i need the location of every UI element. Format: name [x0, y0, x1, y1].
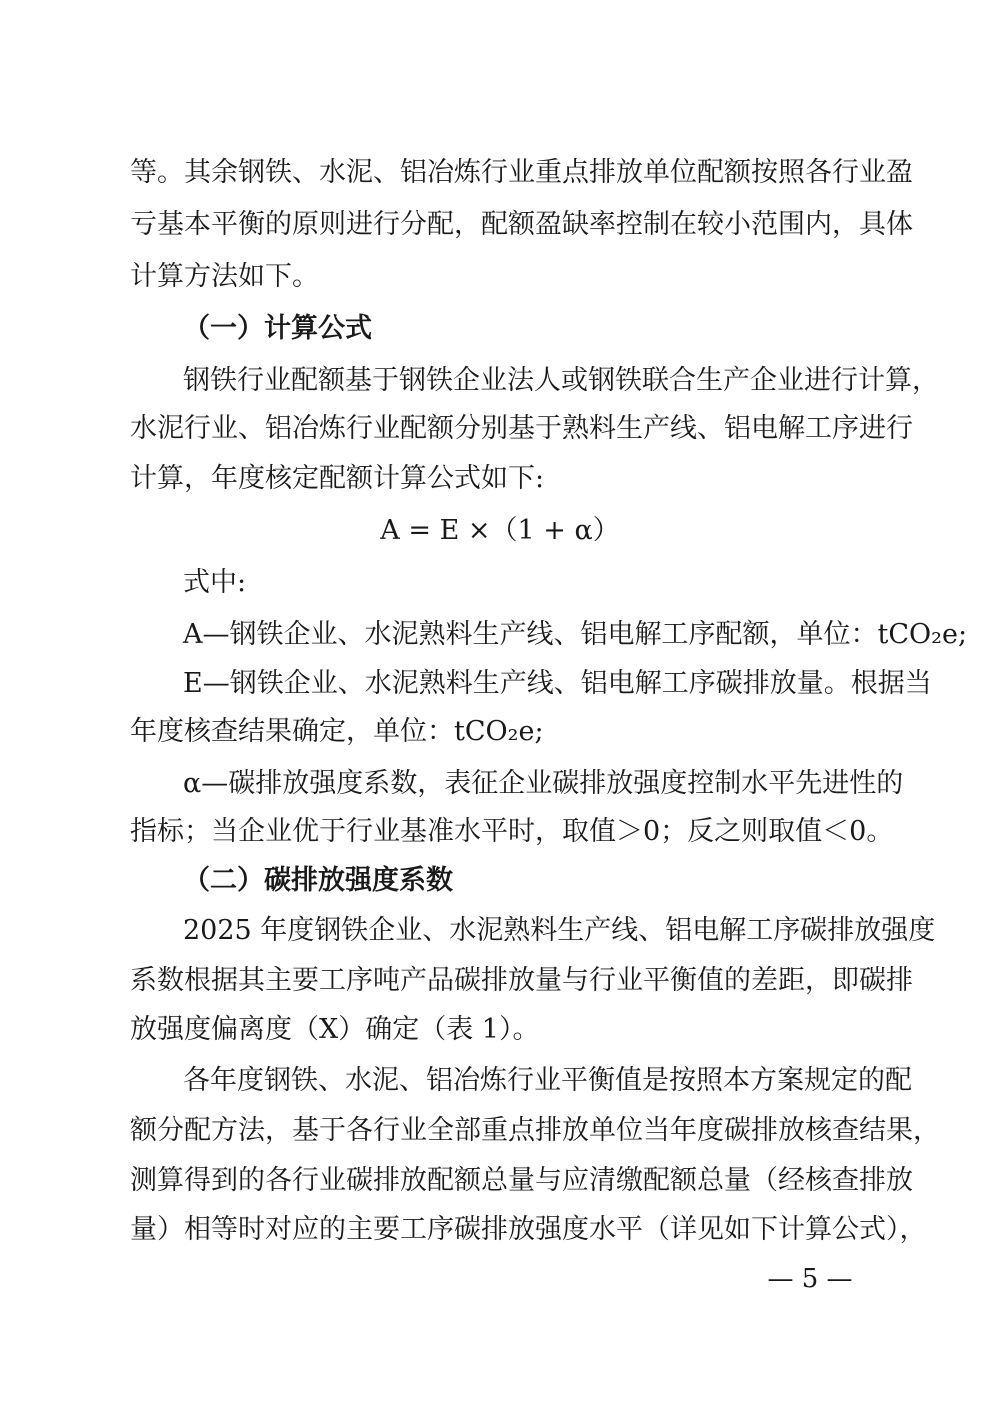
definition-e-line-2: 年度核查结果确定，单位：tCO₂e;	[130, 716, 544, 747]
page-number: — 5 —	[767, 1264, 853, 1294]
paragraph-2-line-1: 钢铁行业配额基于钢铁企业法人或钢铁联合生产企业进行计算，	[183, 365, 939, 396]
paragraph-1-line-1: 等。其余钢铁、水泥、铝冶炼行业重点排放单位配额按照各行业盈	[130, 157, 913, 188]
formula-legend-label: 式中:	[183, 567, 247, 598]
paragraph-5-line-4: 量）相等时对应的主要工序碳排放强度水平（详见如下计算公式），	[130, 1214, 927, 1245]
definition-a: A—钢铁企业、水泥熟料生产线、铝电解工序配额，单位：tCO₂e;	[183, 619, 968, 650]
paragraph-5-line-2: 额分配方法，基于各行业全部重点排放单位当年度碳排放核查结果，	[130, 1115, 940, 1146]
paragraph-4-line-2: 系数根据其主要工序吨产品碳排放量与行业平衡值的差距，即碳排	[130, 965, 913, 996]
paragraph-2-line-2: 水泥行业、铝冶炼行业配额分别基于熟料生产线、铝电解工序进行	[130, 413, 913, 444]
section-heading-1: （一）计算公式	[183, 313, 372, 344]
paragraph-5-line-3: 测算得到的各行业碳排放配额总量与应清缴配额总量（经核查排放	[130, 1165, 913, 1196]
paragraph-1-line-2: 亏基本平衡的原则进行分配，配额盈缺率控制在较小范围内，具体	[130, 209, 913, 240]
paragraph-1-line-3: 计算方法如下。	[130, 261, 319, 292]
paragraph-5-line-1: 各年度钢铁、水泥、铝冶炼行业平衡值是按照本方案规定的配	[183, 1065, 912, 1096]
definition-alpha-line-2: 指标；当企业优于行业基准水平时，取值＞0；反之则取值＜0。	[130, 816, 894, 847]
paragraph-2-line-3: 计算，年度核定配额计算公式如下:	[130, 463, 545, 494]
paragraph-4-line-1: 2025 年度钢铁企业、水泥熟料生产线、铝电解工序碳排放强度	[183, 915, 936, 946]
paragraph-4-line-3: 放强度偏离度（X）确定（表 1）。	[130, 1014, 540, 1045]
allocation-formula: A = E ×（1 + α）	[380, 515, 620, 546]
definition-alpha-line-1: α—碳排放强度系数，表征企业碳排放强度控制水平先进性的	[183, 768, 904, 799]
section-heading-2: （二）碳排放强度系数	[183, 865, 453, 896]
definition-e-line-1: E—钢铁企业、水泥熟料生产线、铝电解工序碳排放量。根据当	[183, 668, 932, 699]
